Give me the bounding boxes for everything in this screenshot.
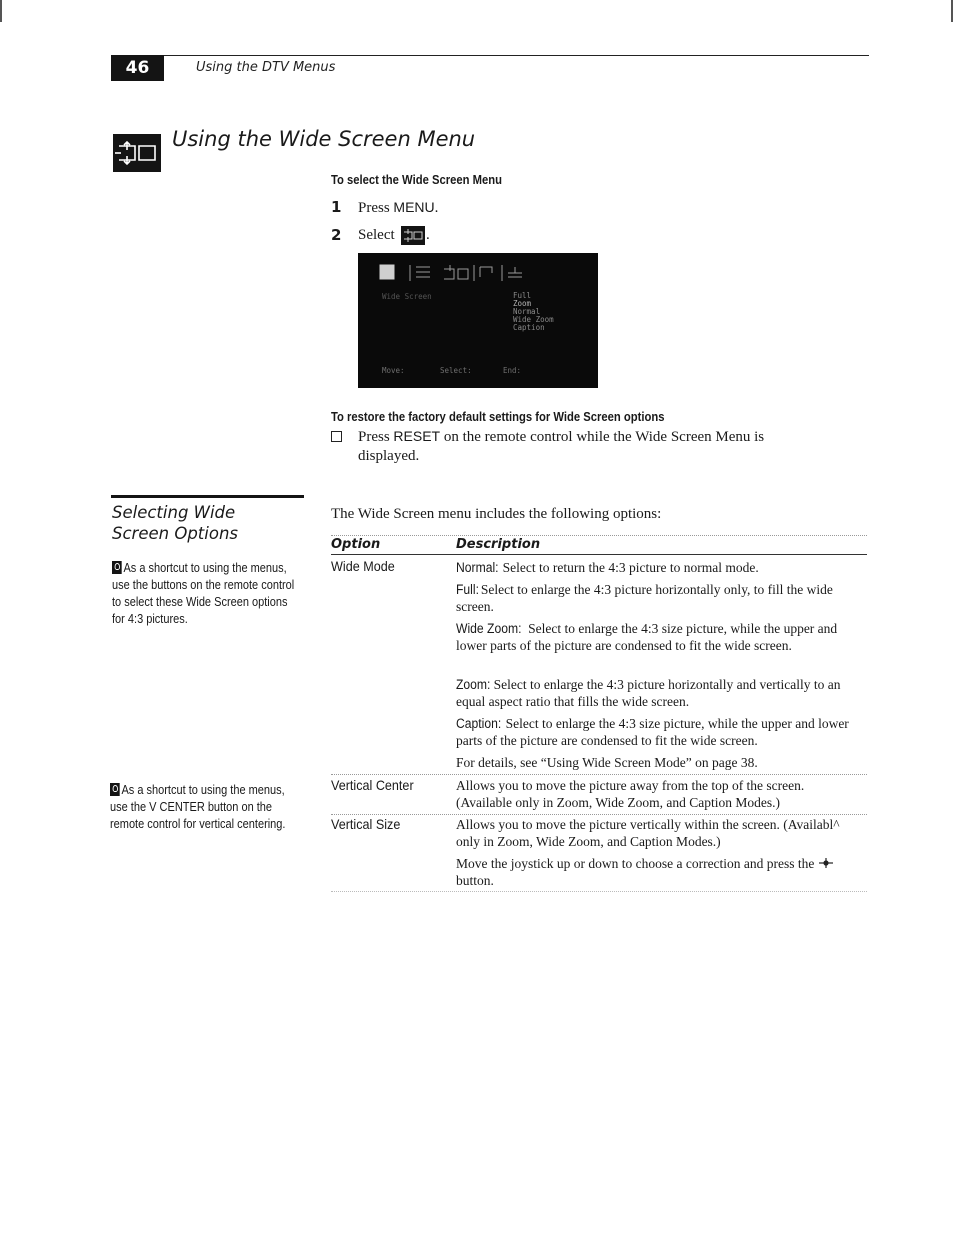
- row-divider-1: [331, 774, 867, 775]
- page-number: 46: [111, 55, 164, 81]
- term-wide-zoom: Wide Zoom:: [456, 621, 522, 636]
- description-vertical-size: Allows you to move the picture vertically within the screen. (Availabl^ only in Zoom, Wide Zoom, and Caption Modes.): [456, 817, 840, 849]
- joystick-center-icon: [818, 856, 834, 868]
- reset-key-label: RESET: [393, 428, 441, 444]
- sidebar-title-line-1: Selecting Wide: [112, 503, 236, 522]
- osd-footer-end: End:: [503, 366, 522, 375]
- step-2-text-before: Select: [358, 227, 395, 243]
- description-joystick-text-after: button.: [456, 873, 494, 888]
- description-caption: [456, 715, 861, 749]
- sidebar-title-line-2: Screen Options: [112, 524, 238, 543]
- header-rule: [111, 55, 869, 56]
- step-1-text-before: Press: [358, 200, 394, 216]
- step-1-text-after: .: [434, 200, 439, 216]
- description-normal: [456, 559, 861, 576]
- osd-footer-move: Move:: [382, 366, 405, 375]
- term-caption: Caption:: [456, 716, 502, 731]
- select-procedure-heading: To select the Wide Screen Menu: [331, 173, 502, 187]
- description-vertical-center: Allows you to move the picture away from the top of the screen. (Available only in Zoom, Wide Zoom, and Caption Modes.): [456, 778, 805, 810]
- table-bottom-rule: [331, 891, 867, 892]
- wide-screen-menu-icon: [113, 134, 161, 172]
- osd-label: Wide Screen: [382, 292, 432, 301]
- sidebar-tip-2-text: As a shortcut to using the menus, use the V CENTER button on the remote control for vertical centering.: [110, 783, 286, 831]
- restore-text-after: on the remote control while the Wide Screen Menu is displayed.: [358, 429, 765, 464]
- step-1-text: [358, 199, 438, 217]
- osd-timer-icon: [474, 265, 492, 281]
- sidebar-tip-2: [110, 782, 297, 833]
- step-number-2: 2: [331, 226, 342, 244]
- description-normal-text: Select to return the 4:3 picture to normal mode.: [499, 560, 759, 575]
- description-zoom-text: Select to enlarge the 4:3 picture horizontally and vertically to an equal aspect ratio that fills the wide screen.: [456, 677, 841, 709]
- osd-item-full: Full: [513, 291, 532, 300]
- description-caption-text: Select to enlarge the 4:3 size picture, while the upper and lower parts of the picture are condensed to fit the wide screen.: [456, 716, 849, 748]
- page-edge-mark-right: [951, 0, 953, 22]
- restore-procedure-text: [358, 427, 828, 466]
- menu-key-label: MENU: [393, 199, 435, 215]
- options-intro: The Wide Screen menu includes the following options:: [331, 506, 662, 522]
- term-normal: Normal:: [456, 560, 499, 575]
- restore-text-before: Press: [358, 429, 394, 445]
- option-wide-mode: Wide Mode: [331, 558, 395, 574]
- osd-item-normal: Normal: [513, 307, 541, 316]
- description-zoom: [456, 676, 861, 710]
- column-header-description: Description: [456, 537, 541, 552]
- step-number-1: 1: [331, 198, 342, 216]
- sidebar-tip-1: [112, 560, 299, 628]
- osd-item-wide-zoom: Wide Zoom: [513, 315, 554, 324]
- osd-setup-icon: [502, 265, 522, 281]
- description-joystick: [456, 855, 861, 889]
- osd-wide-screen-icon: [444, 265, 468, 279]
- section-title: Using the Wide Screen Menu: [172, 127, 476, 151]
- sidebar-rule: [111, 495, 304, 498]
- wide-screen-menu-osd: [358, 253, 598, 388]
- osd-item-zoom: Zoom: [513, 299, 532, 308]
- description-wide-zoom: [456, 620, 861, 654]
- running-head: Using the DTV Menus: [196, 60, 336, 75]
- row-divider-2: [331, 814, 867, 815]
- option-vertical-center: Vertical Center: [331, 777, 414, 793]
- description-details-reference: For details, see “Using Wide Screen Mode” on page 38.: [456, 755, 758, 770]
- description-full-text: Select to enlarge the 4:3 picture horizontally only, to fill the wide screen.: [456, 582, 833, 614]
- description-wide-zoom-text: Select to enlarge the 4:3 size picture, while the upper and lower parts of the picture are condensed to fit the wide screen.: [456, 621, 838, 653]
- osd-picture-icon: [380, 265, 394, 279]
- description-full: [456, 581, 861, 615]
- description-joystick-text-before: Move the joystick up or down to choose a correction and press the: [456, 856, 818, 871]
- page-edge-mark-left: [0, 0, 2, 22]
- term-zoom: Zoom:: [456, 677, 491, 692]
- column-header-option: Option: [331, 537, 381, 552]
- restore-procedure-heading: To restore the factory default settings for Wide Screen options: [331, 410, 665, 424]
- tip-bulb-icon: [112, 561, 122, 574]
- option-vertical-size: Vertical Size: [331, 816, 401, 832]
- table-top-rule: [331, 535, 867, 536]
- tip-bulb-icon: [110, 783, 120, 796]
- sidebar-tip-1-text: As a shortcut to using the menus, use the buttons on the remote control to select these Wide Screen options for 4:3 pictures.: [112, 561, 295, 626]
- wide-screen-select-icon: [401, 226, 425, 245]
- step-2-text: [358, 227, 395, 244]
- sidebar-title: [112, 502, 312, 544]
- term-full: Full:: [456, 582, 479, 597]
- osd-sound-icon: [416, 267, 430, 277]
- osd-footer-select: Select:: [440, 366, 472, 375]
- checkbox-bullet-icon: [331, 431, 342, 442]
- table-header-rule: [331, 554, 867, 555]
- osd-item-caption: Caption: [513, 323, 545, 332]
- step-2-text-after: .: [426, 227, 430, 243]
